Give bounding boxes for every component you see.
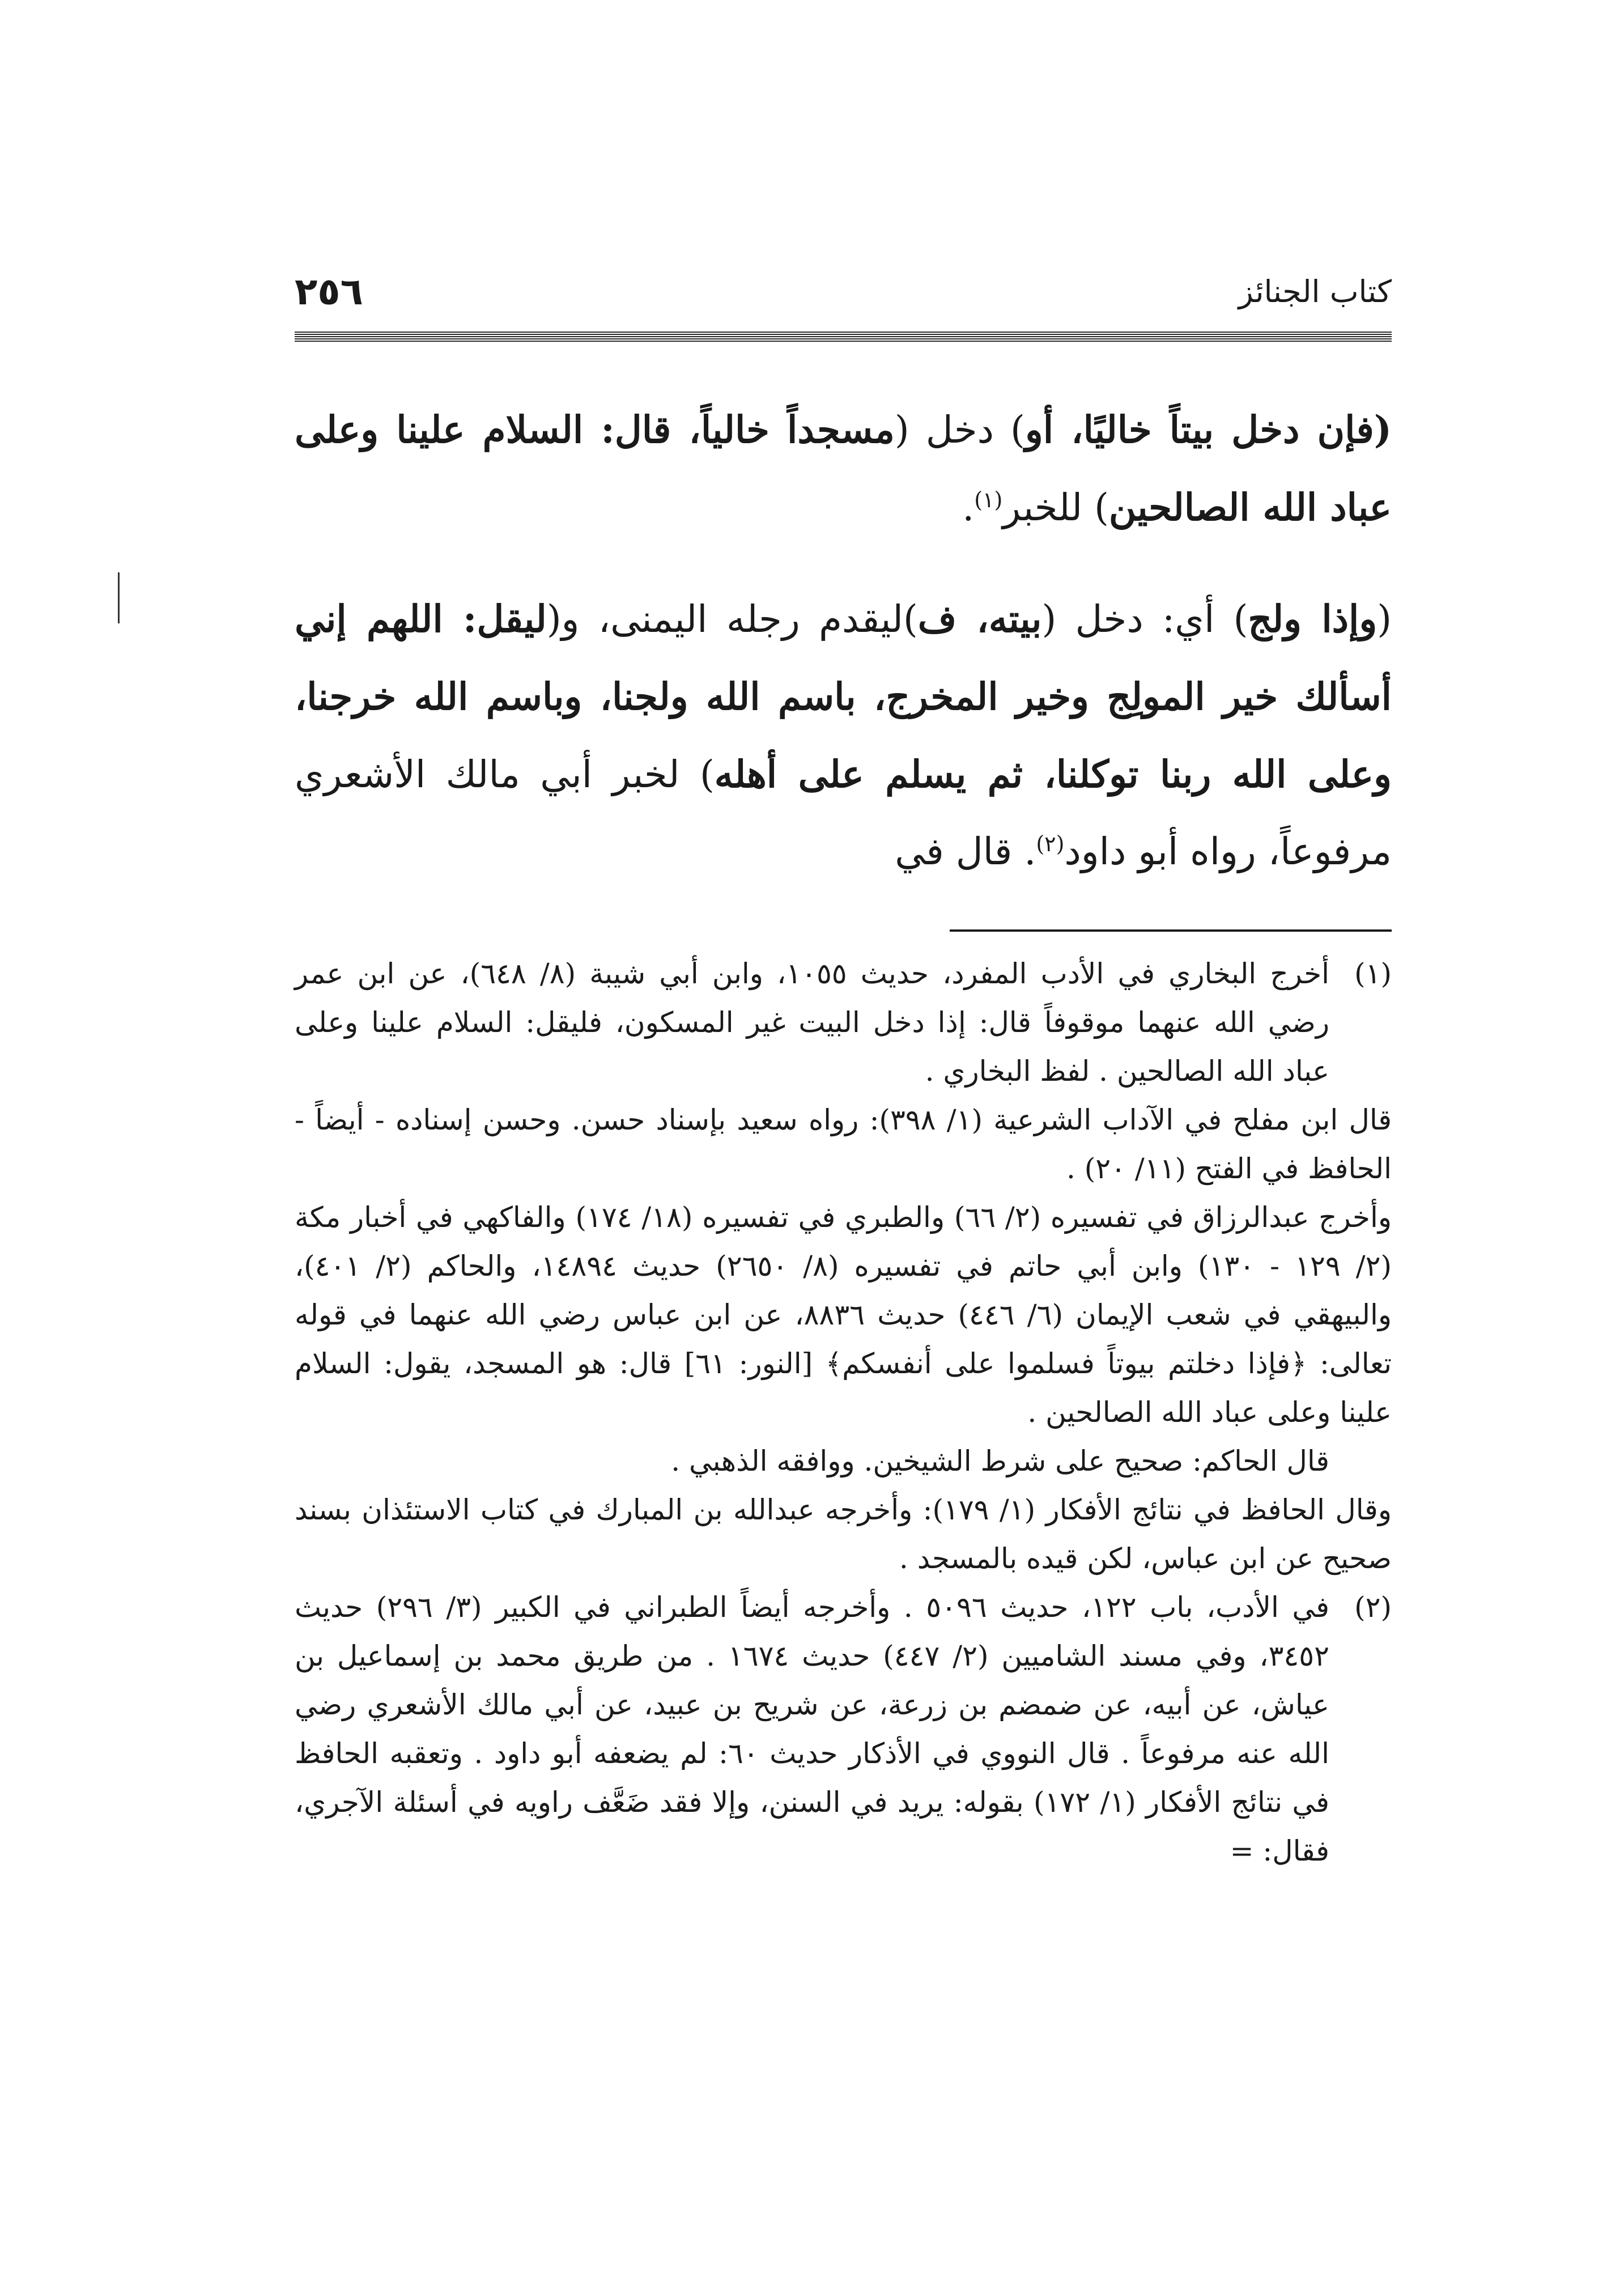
matn-text: وإذا ولج [1248,597,1378,641]
main-text [295,391,1392,890]
footnote-paragraph: وقال الحافظ في نتائج الأفكار (١/ ١٧٩): وأخرجه عبدالله بن المبارك في كتاب الاستئذان بسند صحيح عن ابن عباس، لكن قيده بالمسجد . [295,1493,1392,1575]
footnote-paragraph: وأخرج عبدالرزاق في تفسيره (٢/ ٦٦) والطبري في تفسيره (١٨/ ١٧٤) والفاكهي في أخبار مكة (٢/ ١٢٩ - ١٣٠) وابن أبي حاتم في تفسيره (٨/ ٢٦٥٠) حديث ١٤٨٩٤، والحاكم (٢/ ٤٠١)، والبيهقي في شعب الإيمان (٦/ ٤٤٦) حديث ٨٨٣٦، عن ابن عباس رضي الله عنهما في قوله تعالى: ﴿فإذا دخلتم بيوتاً فسلموا على أنفسكم﴾ [النور: ٦١] قال: هو المسجد، يقول: السلام علينا وعلى عباد الله الصالحين . [295,1201,1392,1429]
footnote-paragraph: قال الحاكم: صحيح على شرط الشيخين. ووافقه الذهبي . [671,1445,1329,1477]
sharh-text: ) دخل ( [894,408,1025,452]
main-paragraph-2 [295,580,1392,890]
footnote-2 [295,1583,1392,1875]
footnote-paragraph: في الأدب، باب ١٢٢، حديث ٥٠٩٦ . وأخرجه أيضاً الطبراني في الكبير (٣/ ٢٩٦) حديث ٣٤٥٢، وفي مسند الشاميين (٢/ ٤٤٧) حديث ١٦٧٤ . من طريق محمد بن إسماعيل بن عياش، عن أبيه، عن ضمضم بن زرعة، عن شريح بن عبيد، عن أبي مالك الأشعري رضي الله عنه مرفوعاً . قال النووي في الأذكار حديث ٦٠: لم يضعفه أبو داود . وتعقبه الحافظ في نتائج الأفكار (١/ ١٧٢) بقوله: يريد في السنن، وإلا فقد ضَعَّف راويه في أسئلة الآجري، فقال: = [295,1591,1329,1867]
footnote-number: (١) [1354,957,1392,990]
footnotes [295,949,1392,1875]
sharh-text: )ليقدم رجله اليمنى، و( [546,597,918,641]
matn-text: (فإن دخل بيتاً خاليًا، أو [1024,407,1392,452]
sharh-text: . قال في [895,830,1036,873]
matn-text: مسجداً خالياً، قال: السلام علينا وعلى عباد الله الصالحين [295,407,1392,529]
sharh-text: ) لخبر أبي مالك الأشعري مرفوعاً، رواه أبو داود [295,753,1392,873]
footnote-ref-1: (١) [974,487,1003,512]
main-paragraph-1 [295,391,1392,546]
sharh-text: ) أي: دخل ( [1041,597,1248,641]
sharh-text: ( [1377,597,1392,641]
sharh-text: ) للخبر [1002,486,1109,529]
matn-text: بيته، ف [917,597,1042,641]
footnote-separator [950,929,1392,932]
book-title: كتاب الجنائز [1238,274,1392,309]
matn-text: ليقل: اللهم إني أسألك خير المولِج وخير المخرج، باسم الله ولجنا، وباسم الله خرجنا، وعلى الله ربنا توكلنا، ثم يسلم على أهله [295,597,1392,796]
sharh-text: . [962,486,975,529]
header-rule [295,332,1392,342]
footnote-number: (٢) [1354,1591,1392,1624]
margin-mark [118,572,120,623]
page-number: ٢٥٦ [295,270,363,313]
page-header [295,266,1392,317]
footnote-1 [295,949,1392,1583]
footnote-ref-2: (٢) [1036,831,1065,856]
footnote-paragraph: أخرج البخاري في الأدب المفرد، حديث ١٠٥٥، وابن أبي شيبة (٨/ ٦٤٨)، عن ابن عمر رضي الله عنهما موقوفاً قال: إذا دخل البيت غير المسكون، فليقل: السلام علينا وعلى عباد الله الصالحين . لفظ البخاري . [295,957,1330,1088]
footnote-paragraph: قال ابن مفلح في الآداب الشرعية (١/ ٣٩٨): رواه سعيد بإسناد حسن. وحسن إسناده - أيضاً - الحافظ في الفتح (١١/ ٢٠) . [295,1103,1392,1185]
